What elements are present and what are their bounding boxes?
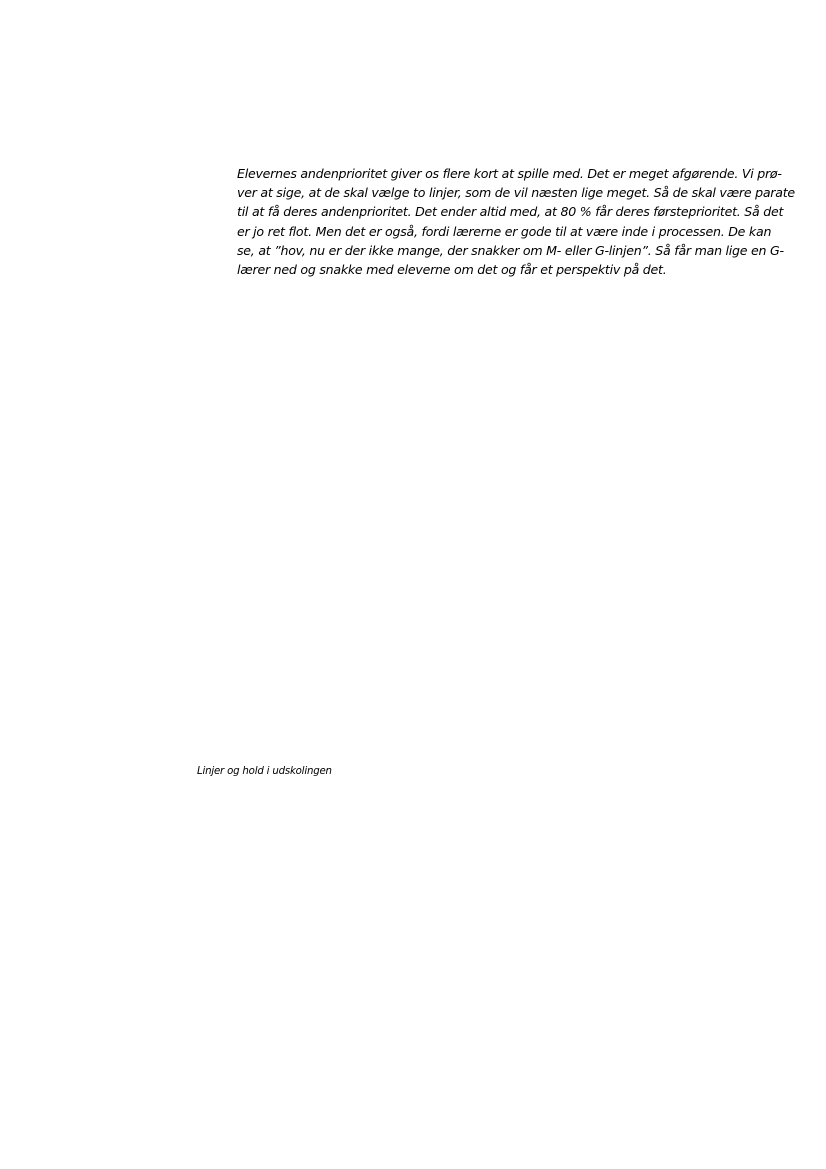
quote-line: Elevernes andenprioritet giver os flere kort at spille med. Det er meget afgørende. Vi prø-	[237, 166, 782, 181]
quote-line: til at få deres andenprioritet. Det ender altid med, at 80 % får deres førsteprioritet. Så det	[237, 204, 784, 220]
running-footer-title: Linjer og hold i udskolingen	[197, 766, 332, 777]
quote-line: se, at ”hov, nu er der ikke mange, der snakker om M- eller G-linjen”. Så får man lige en G-	[237, 242, 784, 258]
quote-line: er jo ret flot. Men det er også, fordi lærerne er gode til at være inde i processen. De kan	[237, 223, 772, 239]
quote-line: ver at sige, at de skal vælge to linjer, som de vil næsten lige meget. Så de skal være parate	[237, 185, 795, 201]
quote-paragraph	[237, 164, 795, 279]
quote-line: lærer ned og snakke med eleverne om det og får et perspektiv på det.	[237, 262, 667, 278]
